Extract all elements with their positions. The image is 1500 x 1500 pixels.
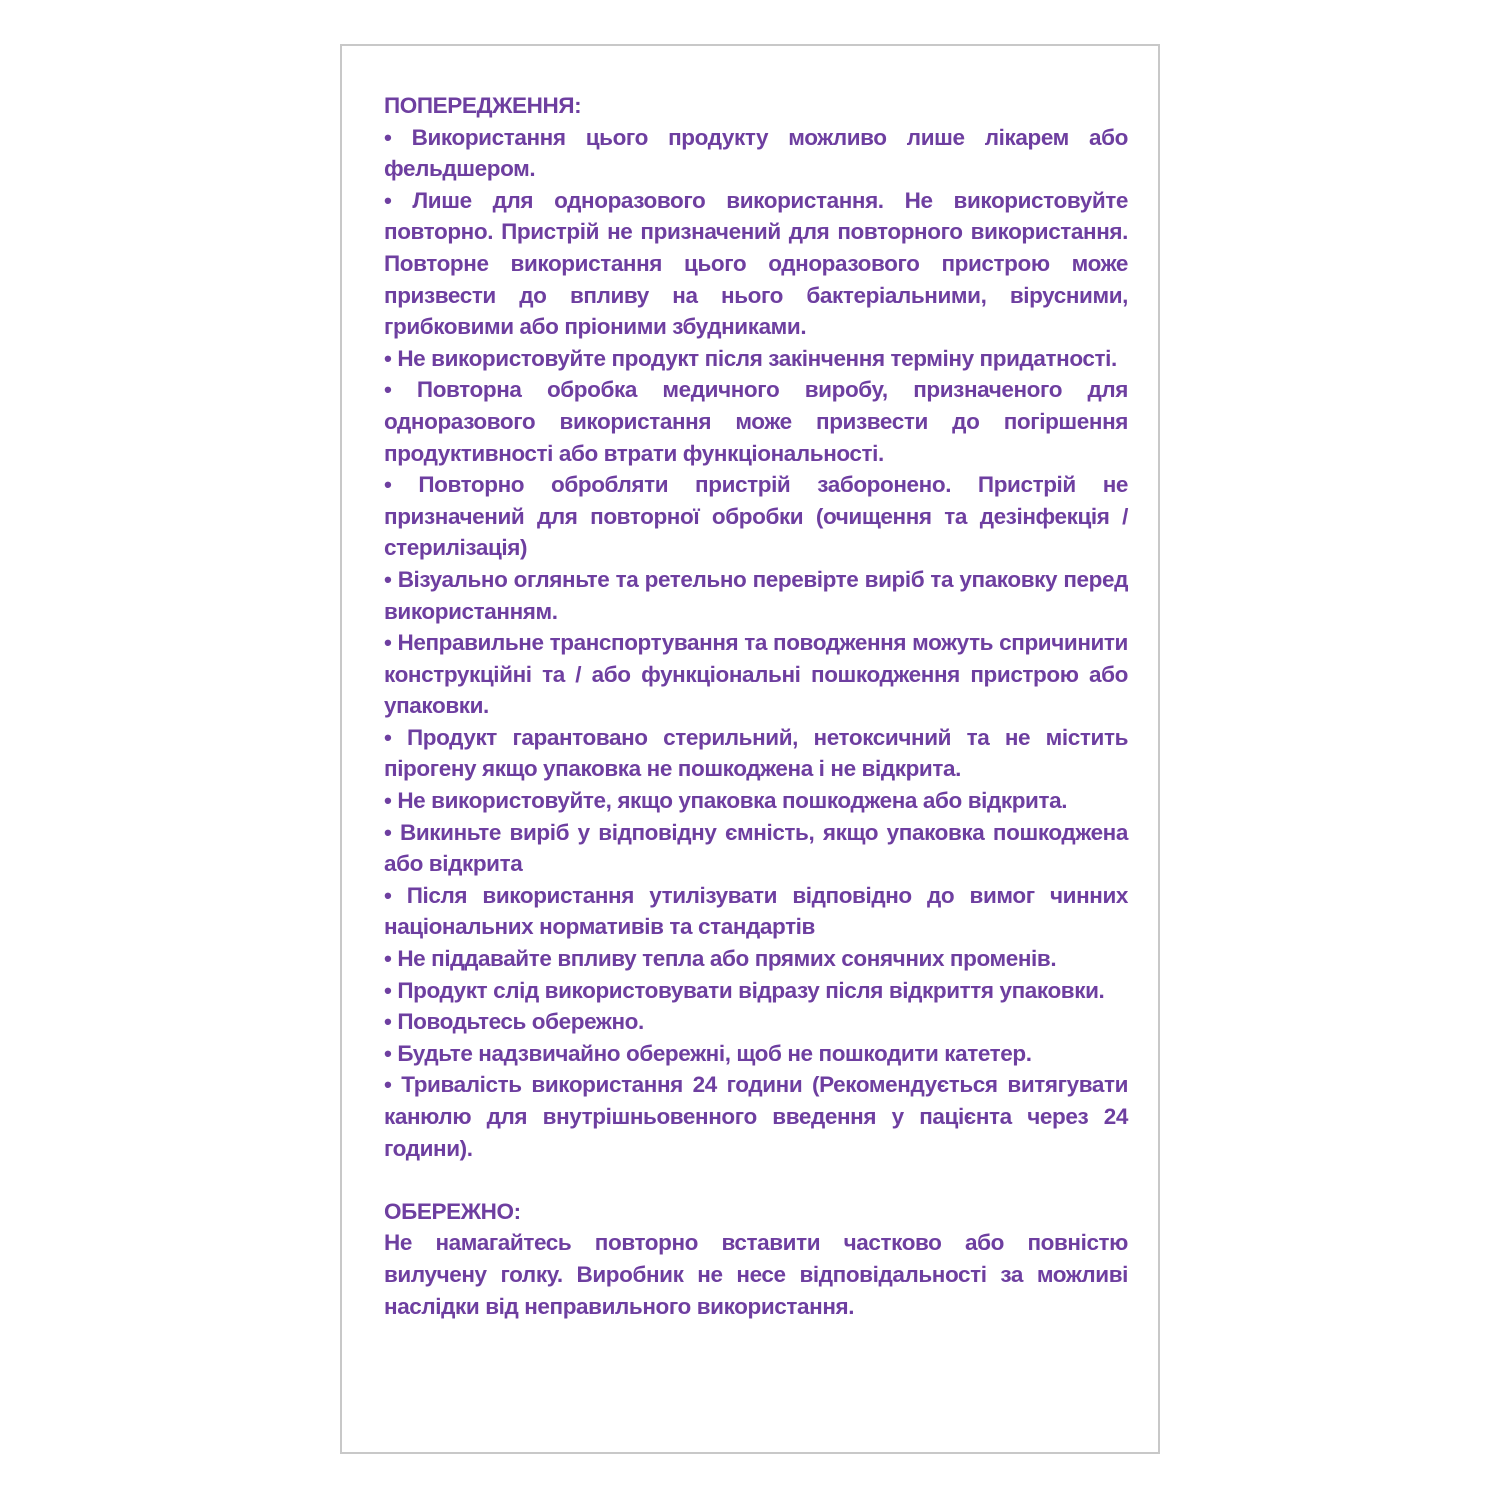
warning-item: • Використання цього продукту можливо лише лікарем або фельдшером. — [384, 124, 1128, 182]
warning-item: • Візуально огляньте та ретельно перевірте виріб та упаковку перед використанням. — [384, 566, 1128, 624]
warning-item: • Викиньте виріб у відповідну ємність, якщо упаковка пошкоджена або відкрита — [384, 819, 1128, 877]
warning-item: • Продукт слід використовувати відразу після відкриття упаковки. — [384, 977, 1105, 1003]
warning-item: • Після використання утилізувати відповідно до вимог чинних національних нормативів та стандартів — [384, 882, 1128, 940]
warning-item: • Продукт гарантовано стерильний, нетоксичний та не містить пірогену якщо упаковка не пошкоджена і не відкрита. — [384, 724, 1128, 782]
caution-text: Не намагайтесь повторно вставити частково або повністю вилучену голку. Виробник не несе відповідальності за можливі наслідки від неправильного використання. — [384, 1230, 1128, 1319]
warning-item: • Лише для одноразового використання. Не використовуйте повторно. Пристрій не призначений для повторного використання. Повторне використання цього одноразового пристрою може призвести до впливу на нього бактеріальними, вірусними, грибковими або пріоними збудниками. — [384, 187, 1128, 340]
warning-item: • Поводьтесь обережно. — [384, 1009, 644, 1035]
instruction-card — [340, 44, 1160, 1454]
warning-item: • Повторна обробка медичного виробу, призначеного для одноразового використання може призвести до погіршення продуктивності або втрати функціональності. — [384, 377, 1128, 466]
section-spacer — [384, 1164, 1128, 1196]
warning-item: • Не використовуйте, якщо упаковка пошкоджена або відкрита. — [384, 788, 1068, 814]
warning-item: • Неправильне транспортування та поводження можуть спричинити конструкційні та / або функціональні пошкодження пристрою або упаковки. — [384, 630, 1128, 719]
warning-item: • Не піддавайте впливу тепла або прямих сонячних променів. — [384, 946, 1057, 972]
warning-heading: ПОПЕРЕДЖЕННЯ: — [384, 93, 582, 118]
instruction-content — [384, 90, 1128, 1322]
warning-item: • Будьте надзвичайно обережні, щоб не пошкодити катетер. — [384, 1040, 1032, 1066]
caution-heading: ОБЕРЕЖНО: — [384, 1198, 521, 1224]
warning-item: • Тривалість використання 24 години (Рекомендується витягувати канюлю для внутрішньовенного введення у пацієнта через 24 години). — [384, 1072, 1128, 1161]
warning-item: • Повторно обробляти пристрій заборонено. Пристрій не призначений для повторної обробки (очищення та дезінфекція / стерилізація) — [384, 472, 1128, 561]
warning-item: • Не використовуйте продукт після закінчення терміну придатності. — [384, 345, 1117, 371]
